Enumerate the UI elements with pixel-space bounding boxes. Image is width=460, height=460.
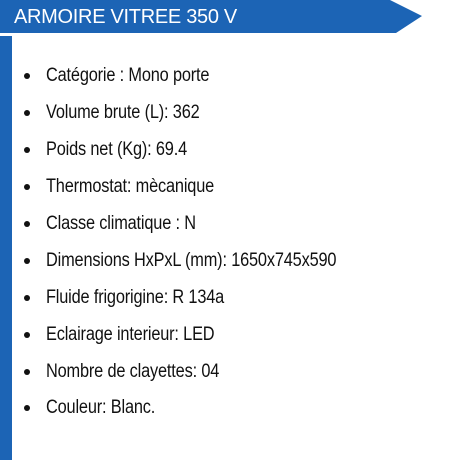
bullet-icon: [24, 332, 30, 338]
spec-item-shelves: [24, 353, 384, 390]
bullet-icon: [24, 110, 30, 116]
spec-item-lighting: [24, 316, 384, 353]
bullet-icon: [24, 147, 30, 153]
spec-text: Volume brute (L): 362: [46, 102, 200, 124]
header-banner: [0, 0, 460, 36]
spec-item-dimensions: [24, 242, 384, 279]
left-accent-bar: [0, 36, 12, 460]
bullet-icon: [24, 258, 30, 264]
bullet-icon: [24, 184, 30, 190]
spec-text: Thermostat: mècanique: [46, 176, 215, 198]
spec-item-category: [24, 58, 384, 95]
bullet-icon: [24, 405, 30, 411]
spec-item-volume: [24, 95, 384, 132]
spec-text: Dimensions HxPxL (mm): 1650x745x590: [46, 249, 337, 271]
spec-item-weight: [24, 132, 384, 169]
spec-text: Eclairage interieur: LED: [46, 323, 215, 345]
bullet-icon: [24, 221, 30, 227]
spec-list: [24, 58, 384, 427]
bullet-icon: [24, 73, 30, 79]
spec-text: Classe climatique : N: [46, 213, 196, 234]
spec-item-thermostat: [24, 169, 384, 206]
bullet-icon: [24, 295, 30, 301]
spec-text: Couleur: Blanc.: [46, 397, 156, 419]
product-title: ARMOIRE VITREE 350 V: [14, 6, 237, 28]
spec-text: Catégorie : Mono porte: [46, 65, 210, 87]
spec-item-color: [24, 390, 384, 427]
spec-text: Poids net (Kg): 69.4: [46, 139, 187, 161]
spec-text: Nombre de clayettes: 04: [46, 360, 220, 382]
spec-text: Fluide frigorigine: R 134a: [46, 286, 225, 308]
spec-item-climate-class: [24, 206, 384, 243]
spec-item-refrigerant: [24, 279, 384, 316]
bullet-icon: [24, 369, 30, 375]
